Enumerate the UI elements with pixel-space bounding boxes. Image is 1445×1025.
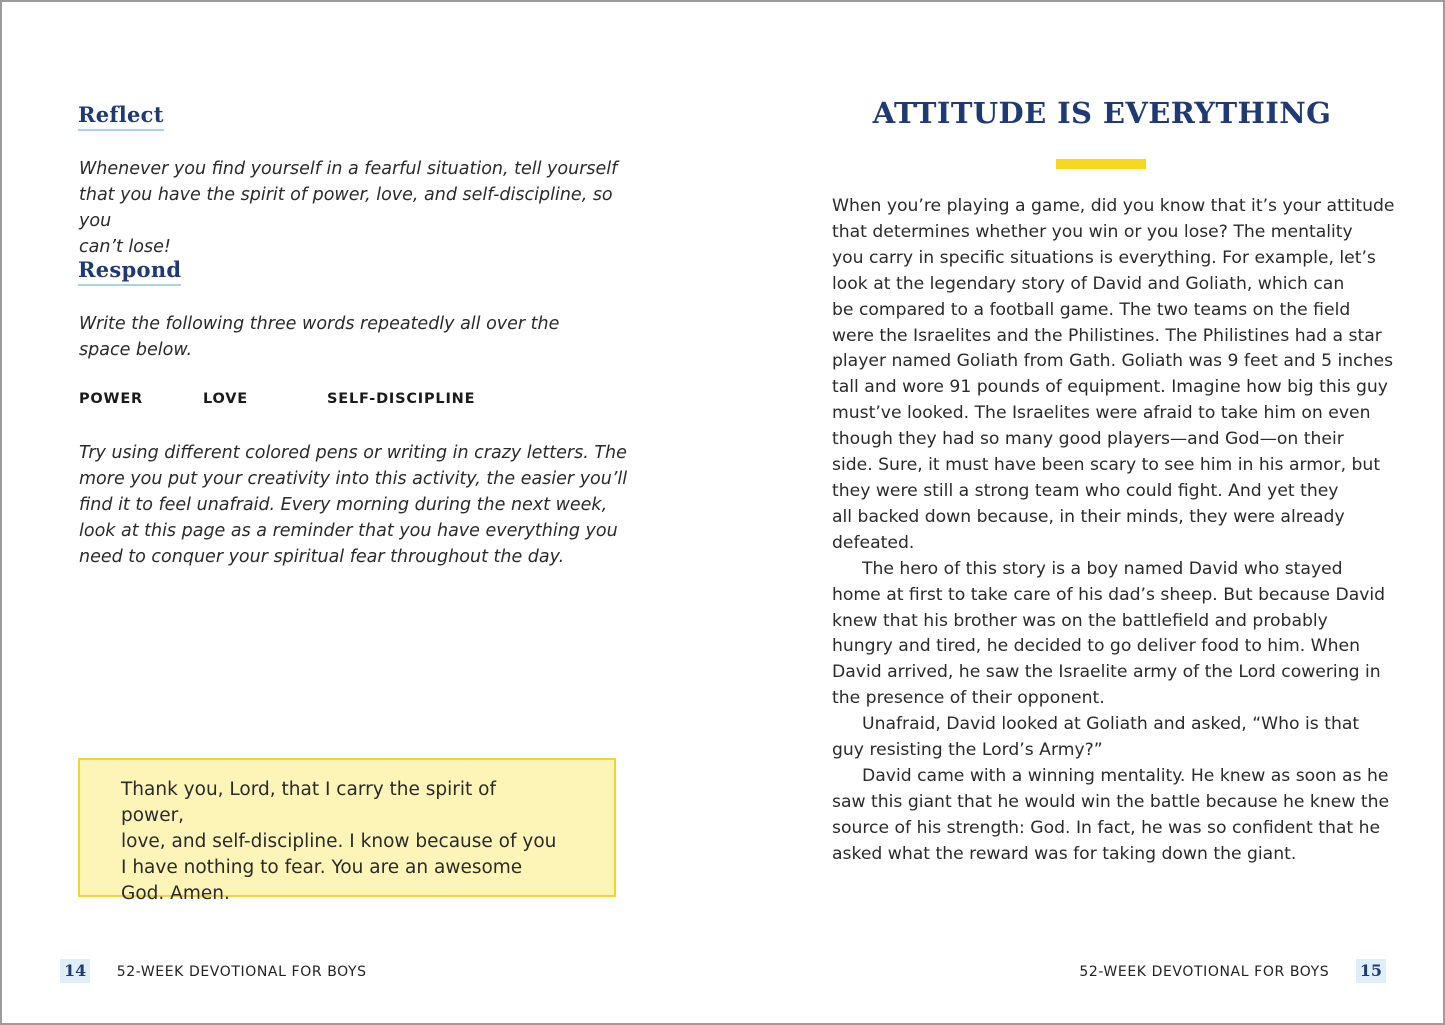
respond-heading: Respond [78,258,181,286]
text-line: David arrived, he saw the Israelite army of the Lord cowering in [832,662,1381,683]
tips-line: look at this page as a reminder that you have everything you [79,521,618,541]
reflect-line: can’t lose! [79,237,171,257]
tips-line: find it to feel unafraid. Every morning during the next week, [79,495,608,515]
prayer-line: Thank you, Lord, that I carry the spirit of power, [121,779,497,826]
page-title: ATTITUDE IS EVERYTHING [872,96,1332,130]
text-line: knew that his brother was on the battlefield and probably [832,610,1328,631]
reflect-line: Whenever you find yourself in a fearful situation, tell yourself [79,159,618,179]
prayer-text [121,777,561,907]
text-line: look at the legendary story of David and Goliath, which can [832,273,1345,294]
text-line: be compared to a football game. The two teams on the field [832,299,1351,320]
prayer-box [78,758,616,904]
text-line: David came with a winning mentality. He knew as soon as he [862,765,1389,786]
word-power: POWER [79,391,144,407]
right-page [722,2,1443,1023]
text-line: they were still a strong team who could fight. And yet they [832,480,1339,501]
left-page [2,2,722,1023]
text-line: that determines whether you win or you lose? The mentality [832,221,1353,242]
text-line: all backed down because, in their minds, they were already [832,506,1345,527]
text-line: tall and wore 91 pounds of equipment. Imagine how big this guy [832,377,1388,398]
text-line: player named Goliath from Gath. Goliath was 9 feet and 5 inches [832,351,1394,372]
respond-tips [79,440,639,570]
text-line: though they had so many good players—and God—on their [832,429,1344,450]
text-line: The hero of this story is a boy named David who stayed [862,558,1343,579]
reflect-line: that you have the spirit of power, love, and self-discipline, so you [79,185,613,231]
article-body [832,194,1395,868]
text-line: side. Sure, it must have been scary to see him in his armor, but [832,455,1381,476]
text-line: asked what the reward was for taking down the giant. [832,843,1297,864]
reflect-text [79,156,639,260]
text-line: guy resisting the Lord’s Army?” [832,740,1103,761]
word-self-discipline: SELF-DISCIPLINE [327,391,476,407]
text-line: hungry and tired, he decided to go deliver food to him. When [832,636,1360,657]
text-line: defeated. [832,532,915,553]
prayer-line: God. Amen. [121,883,230,904]
running-title: 52-WEEK DEVOTIONAL FOR BOYS [1079,964,1330,980]
paragraph [832,712,1377,764]
text-line: saw this giant that he would win the battle because he knew the [832,791,1390,812]
right-footer [1079,959,1386,983]
word-love: LOVE [203,391,248,407]
text-line: Unafraid, David looked at Goliath and asked, “Who is that [862,714,1360,735]
text-line: the presence of their opponent. [832,688,1105,709]
tips-line: need to conquer your spiritual fear throughout the day. [79,547,565,567]
left-footer [60,959,367,983]
instruction-line: space below. [79,340,193,360]
text-line: must’ve looked. The Israelites were afraid to take him on even [832,403,1371,424]
text-line: were the Israelites and the Philistines. The Philistines had a star [832,325,1382,346]
page-number: 15 [1356,959,1386,983]
text-line: home at first to take care of his dad’s sheep. But because David [832,584,1386,605]
title-accent-bar [1056,159,1146,169]
tips-line: more you put your creativity into this activity, the easier you’ll [79,469,628,489]
running-title: 52-WEEK DEVOTIONAL FOR BOYS [116,964,367,980]
text-line: When you’re playing a game, did you know that it’s your attitude [832,196,1395,216]
page-number: 14 [60,959,90,983]
paragraph [832,764,1390,868]
paragraph [832,557,1386,712]
prayer-line: love, and self-discipline. I know because of you [121,831,557,852]
text-line: source of his strength: God. In fact, he was so confident that he [832,817,1381,838]
text-line: you carry in specific situations is everything. For example, let’s [832,247,1376,268]
prayer-line: I have nothing to fear. You are an awesome [121,857,523,878]
paragraph [832,194,1395,557]
reflect-heading: Reflect [78,103,164,131]
tips-line: Try using different colored pens or writing in crazy letters. The [79,443,627,463]
respond-instruction [79,311,639,363]
instruction-line: Write the following three words repeatedly all over the [79,314,560,334]
